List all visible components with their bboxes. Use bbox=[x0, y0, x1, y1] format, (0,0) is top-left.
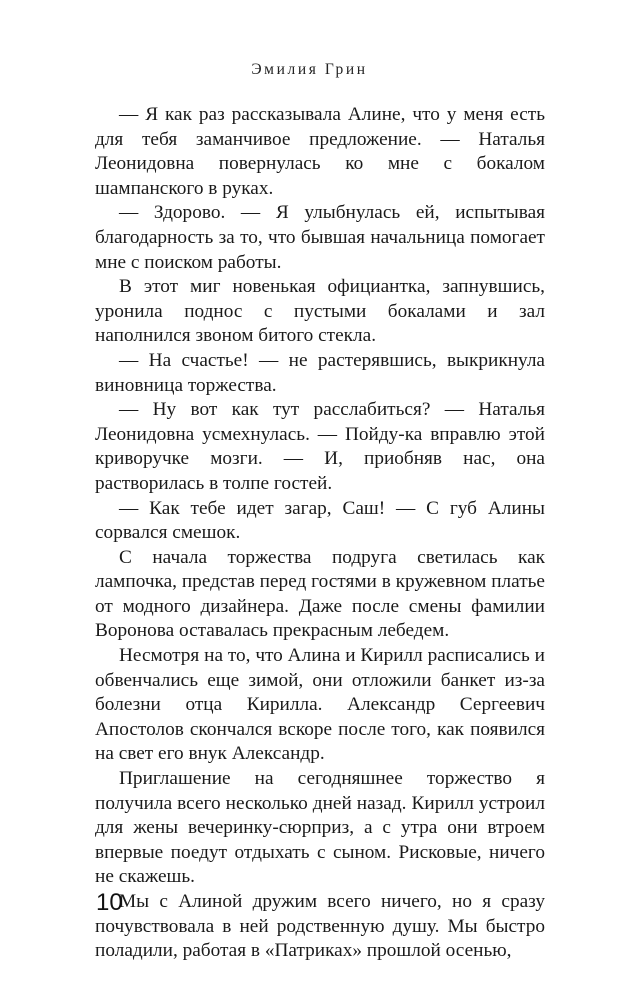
paragraph: — Здорово. — Я улыбнулась ей, испытывая благодарность за то, что бывшая начальница помогает мне с поиском работы. bbox=[95, 202, 545, 273]
paragraph: Несмотря на то, что Алина и Кирилл расписались и обвенчались еще зимой, они отложили банкет из-за болезни отца Кирилла. Александр Сергеевич Апостолов скончался вскоре после того, как появился на свет его внук Александр. bbox=[95, 645, 545, 765]
running-header-author: Эмилия Грин bbox=[251, 61, 368, 78]
page-number: 10 bbox=[96, 889, 123, 916]
paragraph: — Я как раз рассказывала Алине, что у меня есть для тебя заманчивое предложение. — Наталья Леонидовна повернулась ко мне с бокалом шампанского в руках. bbox=[95, 104, 545, 199]
paragraph: В этот миг новенькая официантка, запнувшись, уронила поднос с пустыми бокалами и зал наполнился звоном битого стекла. bbox=[95, 276, 545, 347]
paragraph: — Ну вот как тут расслабиться? — Наталья Леонидовна усмехнулась. — Пойду-ка вправлю этой криворучке мозги. — И, приобняв нас, она растворилась в толпе гостей. bbox=[95, 399, 545, 494]
paragraph: — На счастье! — не растерявшись, выкрикнула виновница торжества. bbox=[95, 349, 545, 396]
paragraph: С начала торжества подруга светилась как лампочка, представ перед гостями в кружевном платье от модного дизайнера. Даже после смены фамилии Воронова оставалась прекрасным лебедем. bbox=[95, 546, 545, 642]
paragraph: Приглашение на сегодняшнее торжество я получила всего несколько дней назад. Кирилл устроил для жены вечеринку-сюрприз, а с утра они втроем впервые поедут отдыхать с сыном. Рисковые, ничего не скажешь. bbox=[95, 768, 545, 888]
body-text bbox=[95, 103, 545, 964]
paragraph: — Как тебе идет загар, Саш! — С губ Алины сорвался смешок. bbox=[95, 497, 545, 544]
paragraph: Мы с Алиной дружим всего ничего, но я сразу почувствовала в ней родственную душу. Мы быстро поладили, работая в «Патриках» прошлой осенью, bbox=[95, 891, 545, 962]
